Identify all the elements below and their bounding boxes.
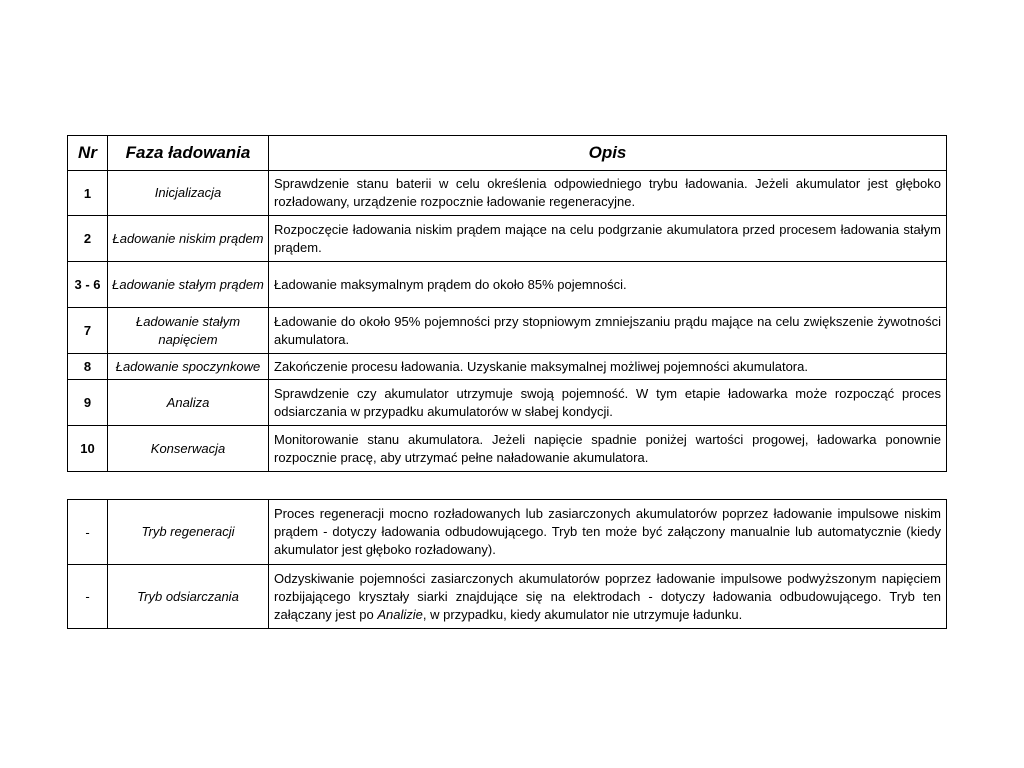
row-nr: 3 - 6	[68, 262, 108, 308]
row-description: Rozpoczęcie ładowania niskim prądem mające na celu podgrzanie akumulatora przed procesem ładowania stałym prądem.	[269, 216, 947, 262]
charging-modes-table	[67, 499, 947, 629]
row-nr: 7	[68, 308, 108, 354]
row-phase: Inicjalizacja	[108, 171, 269, 216]
row-phase: Ładowanie stałym prądem	[108, 262, 269, 308]
row-description: Monitorowanie stanu akumulatora. Jeżeli napięcie spadnie poniżej wartości progowej, ładowarka ponownie rozpocznie pracę, aby utrzymać pełne naładowanie akumulatora.	[269, 426, 947, 472]
row-nr: -	[68, 500, 108, 565]
row-description: Proces regeneracji mocno rozładowanych lub zasiarczonych akumulatorów poprzez ładowanie impulsowe niskim prądem - dotyczy ładowania odbudowującego. Tryb ten może być załączony manualnie lub automatycznie (kiedy akumulator jest głęboko rozładowany).	[269, 500, 947, 565]
row-phase: Analiza	[108, 380, 269, 426]
table-row	[68, 216, 947, 262]
description-text-end: , w przypadku, kiedy akumulator nie utrzymuje ładunku.	[422, 606, 743, 622]
row-description: Sprawdzenie czy akumulator utrzymuje swoją pojemność. W tym etapie ładowarka może rozpocząć proces odsiarczania w przypadku akumulatorów w słabej kondycji.	[269, 380, 947, 426]
row-description: Zakończenie procesu ładowania. Uzyskanie maksymalnej możliwej pojemności akumulatora.	[269, 354, 947, 380]
row-description: Ładowanie maksymalnym prądem do około 85% pojemności.	[269, 262, 947, 308]
charging-phases-table	[67, 135, 947, 472]
table-row	[68, 380, 947, 426]
header-description: Opis	[269, 136, 947, 171]
row-phase: Ładowanie stałym napięciem	[108, 308, 269, 354]
row-description: Ładowanie do około 95% pojemności przy stopniowym zmniejszaniu prądu mające na celu zwiększenie żywotności akumulatora.	[269, 308, 947, 354]
table-row	[68, 354, 947, 380]
row-nr: 8	[68, 354, 108, 380]
header-nr: Nr	[68, 136, 108, 171]
row-nr: 1	[68, 171, 108, 216]
row-phase: Ładowanie niskim prądem	[108, 216, 269, 262]
description-text: Odzyskiwanie pojemności zasiarczonych akumulatorów poprzez ładowanie impulsowe podwyższonym napięciem rozbijającego kryształy siarki znajdujące się na elektrodach - dotyczy ładowania odbudowującego. Tryb ten załączany jest po	[274, 570, 941, 622]
table-row	[68, 308, 947, 354]
table-row	[68, 500, 947, 565]
row-nr: 10	[68, 426, 108, 472]
table-row	[68, 171, 947, 216]
table-row	[68, 426, 947, 472]
row-phase: Ładowanie spoczynkowe	[108, 354, 269, 380]
row-nr: 2	[68, 216, 108, 262]
row-description: Sprawdzenie stanu baterii w celu określenia odpowiedniego trybu ładowania. Jeżeli akumulator jest głęboko rozładowany, urządzenie rozpocznie ładowanie regeneracyjne.	[269, 171, 947, 216]
row-phase: Konserwacja	[108, 426, 269, 472]
row-nr: 9	[68, 380, 108, 426]
row-phase: Tryb odsiarczania	[108, 565, 269, 629]
table-row	[68, 565, 947, 629]
row-phase: Tryb regeneracji	[108, 500, 269, 565]
table-row	[68, 262, 947, 308]
row-nr: -	[68, 565, 108, 629]
header-phase: Faza ładowania	[108, 136, 269, 171]
row-description	[269, 565, 947, 629]
table-header-row	[68, 136, 947, 171]
description-emphasis: Analizie	[377, 606, 423, 622]
